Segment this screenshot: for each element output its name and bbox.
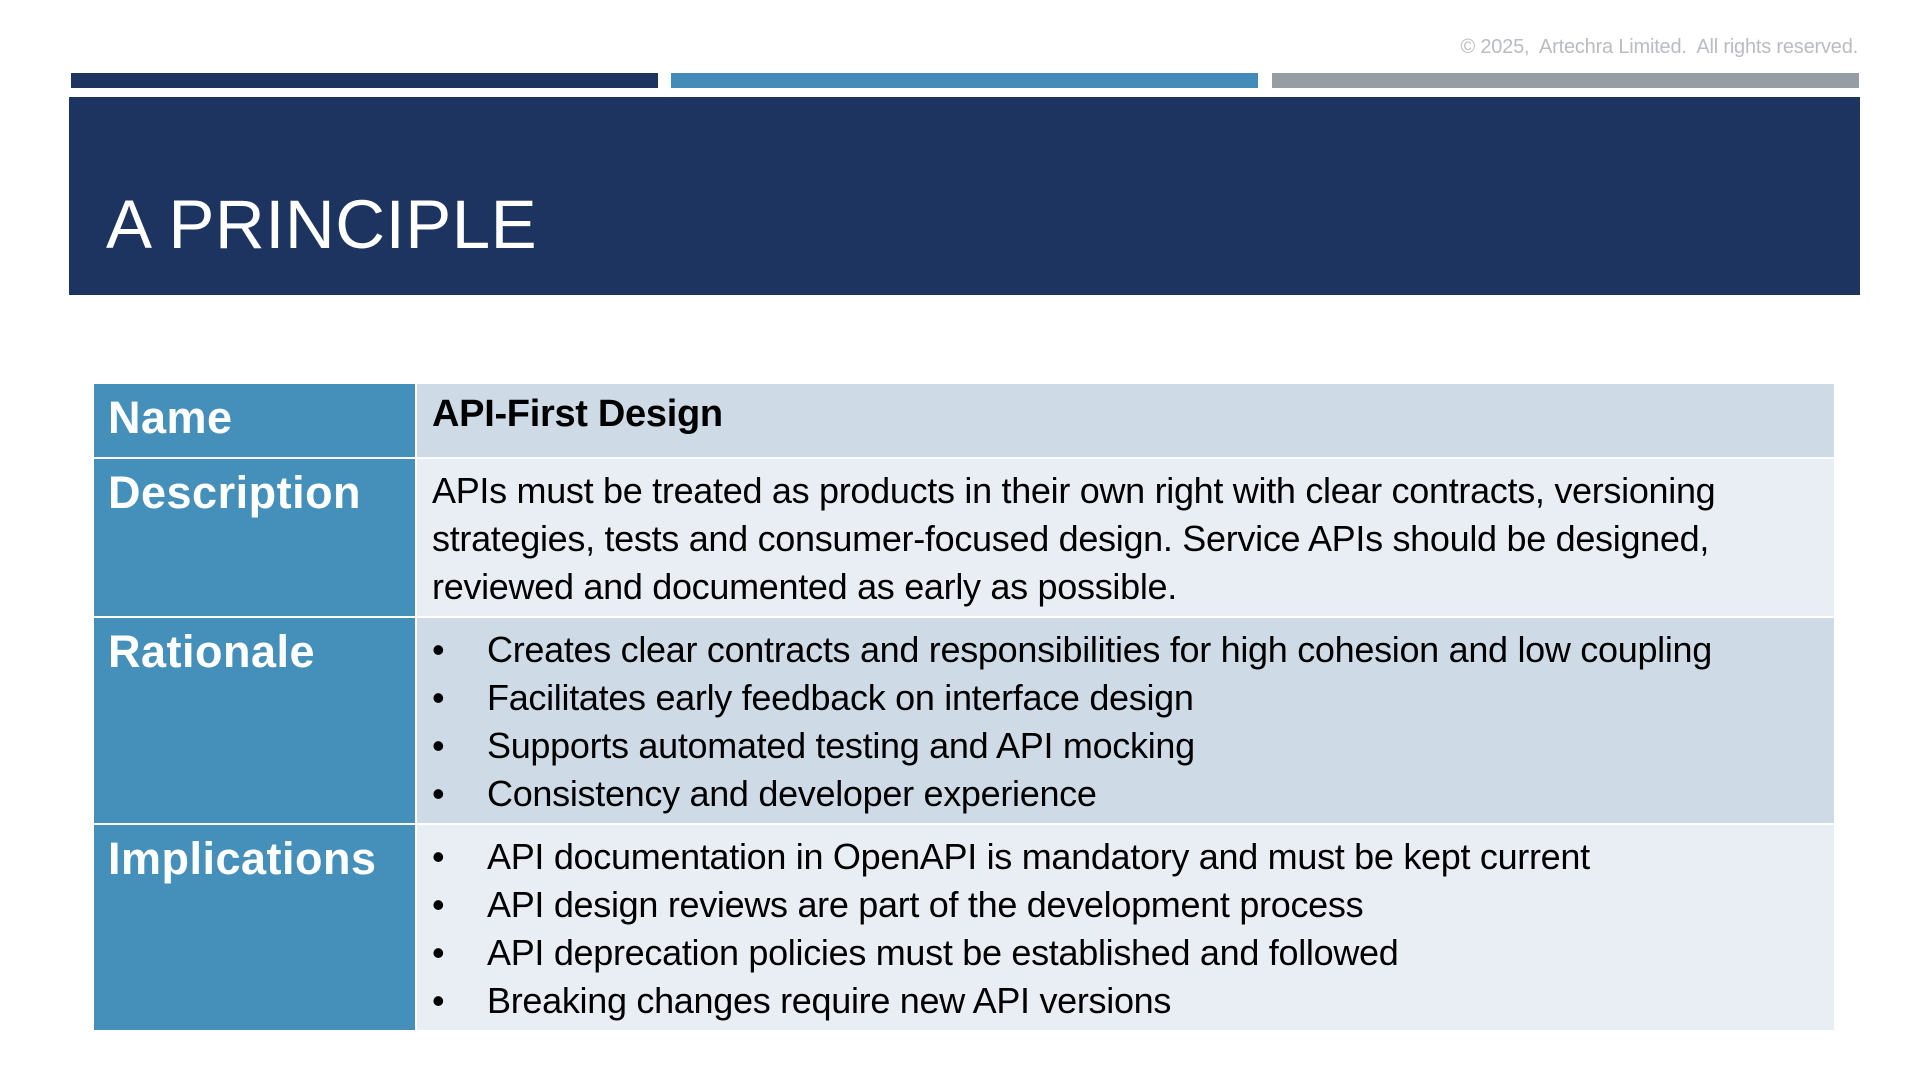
accent-bar-grey	[1272, 73, 1859, 88]
title-band	[69, 97, 1860, 295]
rationale-value	[416, 617, 1835, 824]
table-row-description	[93, 458, 1835, 617]
name-value: API-First Design	[416, 383, 1835, 458]
slide-title: A PRINCIPLE	[106, 186, 538, 263]
implications-item: • API design reviews are part of the development process	[432, 881, 1818, 929]
name-label: Name	[93, 383, 416, 458]
implications-item: • API deprecation policies must be established and followed	[432, 929, 1818, 977]
rationale-item: • Consistency and developer experience	[432, 770, 1818, 818]
implications-item: • API documentation in OpenAPI is mandatory and must be kept current	[432, 833, 1818, 881]
rationale-label: Rationale	[93, 617, 416, 824]
rationale-list	[432, 626, 1818, 818]
implications-label: Implications	[93, 824, 416, 1031]
rationale-item: • Supports automated testing and API mocking	[432, 722, 1818, 770]
implications-value	[416, 824, 1835, 1031]
rationale-item: • Creates clear contracts and responsibilities for high cohesion and low coupling	[432, 626, 1818, 674]
principle-table	[92, 382, 1836, 1032]
table-row-name	[93, 383, 1835, 458]
rationale-item: • Facilitates early feedback on interface design	[432, 674, 1818, 722]
table-row-rationale	[93, 617, 1835, 824]
accent-bar-blue	[671, 73, 1258, 88]
description-label: Description	[93, 458, 416, 617]
accent-bar-navy	[71, 73, 658, 88]
copyright-notice: © 2025, Artechra Limited. All rights reserved.	[1460, 36, 1858, 58]
implications-list	[432, 833, 1818, 1025]
implications-item: • Breaking changes require new API versions	[432, 977, 1818, 1025]
description-value: APIs must be treated as products in their own right with clear contracts, versioning strategies, tests and consumer-focused design. Service APIs should be designed, reviewed and documented as early as possible.	[416, 458, 1835, 617]
table-row-implications	[93, 824, 1835, 1031]
